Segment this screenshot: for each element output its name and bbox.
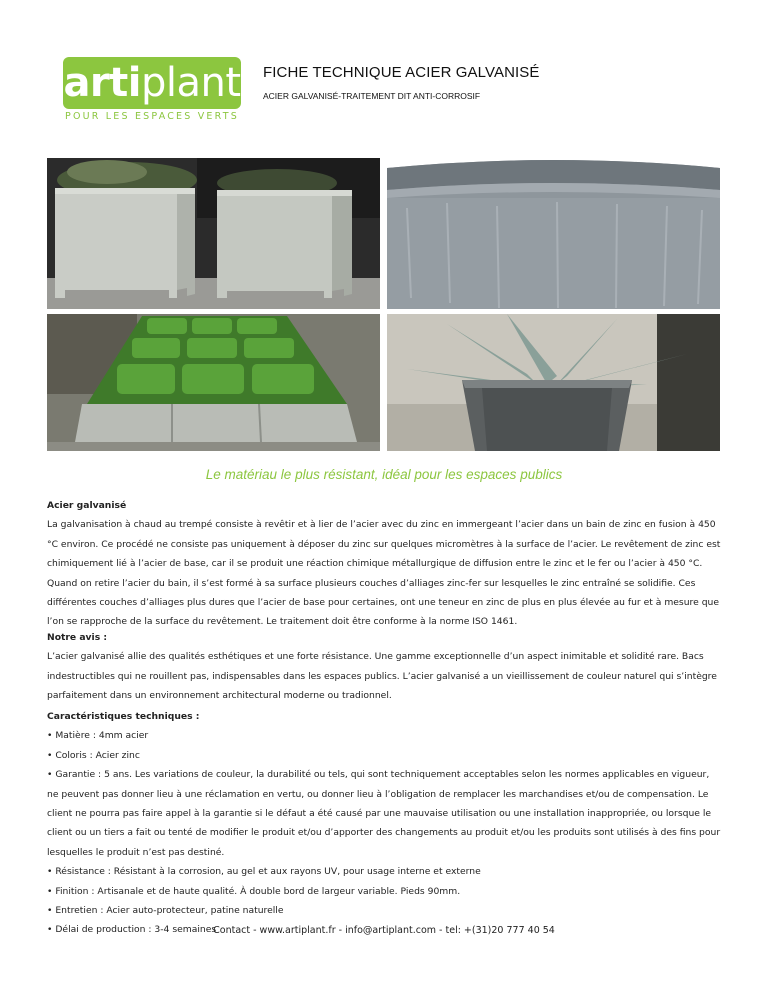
list-item: • Coloris : Acier zinc (47, 749, 140, 761)
list-item: • Garantie : 5 ans. Les variations de couleur, la durabilité ou tels, qui sont techniquement acceptables selon les normes applicables en vigueur, ne peuvent pas donner lieu à une réclamation en vertu, ou donner lieu à l’obligation de remplacer les marchandises et/ou de compensation. Le client ne pourra pas faire appel à la garantie si le défaut a été causé par une mauvaise utilisation ou une installation inappropriée, ou lorsque le client ou un tiers a fait ou tenté de modifier le produit et/ou d’apporter des changements au produit et/ou les produits sont utilisés à des fins pour lesquelles le produit n’est pas destiné. (47, 769, 721, 858)
list-item: • Résistance : Résistant à la corrosion, au gel et aux rayons UV, pour usage interne et externe (47, 866, 481, 878)
list-item: • Entretien : Acier auto-protecteur, patine naturelle (47, 905, 284, 917)
section-heading: Caractéristiques techniques : (47, 711, 200, 722)
logo-wordmark (63, 57, 241, 109)
list-item: • Matière : 4mm acier (47, 730, 149, 742)
section-heading: Acier galvanisé (47, 500, 127, 511)
artiplant-logo (63, 57, 241, 121)
logo-brand-bold: arti (63, 60, 141, 106)
section-notre-avis (47, 628, 723, 706)
section-paragraph: La galvanisation à chaud au trempé consiste à revêtir et à lier de l’acier avec du zinc en immergeant l’acier dans un bain de zinc en fusion à 450 °C environ. Ce procédé ne consiste pas uniquement à déposer du zinc sur quelques micromètres à la surface de l’acier. Le revêtement de zinc est chimiquement lié à l’acier de base, car il se produit une réaction chimique métallurgique de diffusion entre le zinc et le fer ou l’acier à 450 °C. Quand on retire l’acier du bain, il s’est formé à sa surface plusieurs couches d’alliages zinc-fer sur lesquelles le zinc entraîné se solidifie. Ces différentes couches d’alliages plus dures que l’acier de base pour certaines, ont une teneur en zinc de plus en plus élevée au fur et à mesure que l’on se rapproche de la surface du revêtement. Le traitement doit être conforme à la norme ISO 1461. (47, 519, 721, 628)
photo-agave-planter (387, 314, 720, 451)
section-paragraph: L’acier galvanisé allie des qualités esthétiques et une forte résistance. Une gamme exceptionnelle d’un aspect inimitable et solidité rare. Bacs indestructibles qui ne rouillent pas, indispensables dans les espaces publics. L’acier galvanisé a un vieillissement de couleur naturel qui s’intègre parfaitement dans un environnement architectural moderne ou tradionnel. (47, 651, 717, 702)
photo-galvanized-surface (387, 158, 720, 309)
photo-square-planters (47, 158, 380, 309)
tagline: Le matériau le plus résistant, idéal pour les espaces publics (205, 467, 563, 482)
list-item: • Délai de production : 3-4 semaines (47, 924, 217, 936)
section-heading: Notre avis : (47, 632, 108, 643)
list-item: • Finition : Artisanale et de haute qualité. À double bord de largeur variable. Pieds 90mm. (47, 885, 461, 897)
section-acier-galvanise (47, 496, 723, 632)
footer-contact: Contact - www.artiplant.fr - info@artiplant.com - tel: +(31)20 777 40 54 (213, 925, 555, 936)
logo-brand-light: plant (141, 60, 241, 106)
page-title: FICHE TECHNIQUE ACIER GALVANISÉ (263, 64, 540, 81)
page-subtitle: ACIER GALVANISÉ-TRAITEMENT DIT ANTI-CORROSIF (263, 91, 481, 101)
photo-planter-grid (47, 314, 380, 451)
logo-tagline: POUR LES ESPACES VERTS (65, 111, 239, 122)
section-caracteristiques (47, 707, 723, 940)
